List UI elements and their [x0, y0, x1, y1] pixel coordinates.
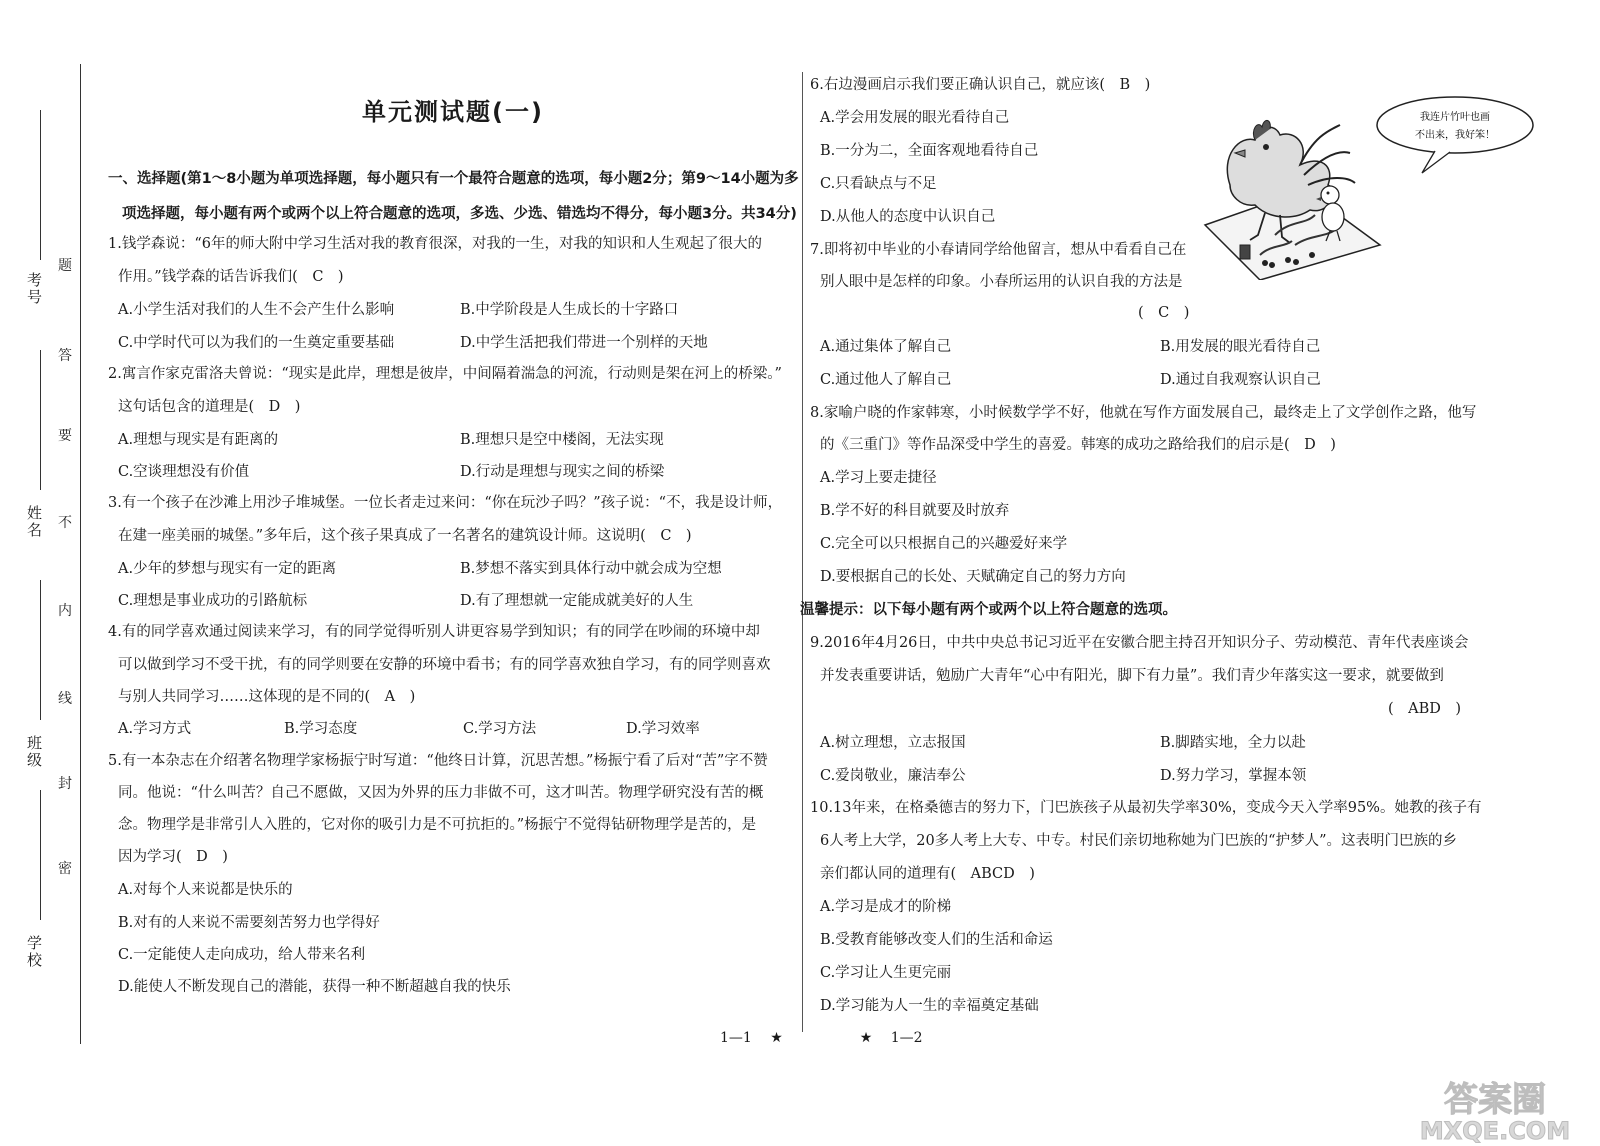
- question-3-option-c: C.理想是事业成功的引路航标: [118, 593, 308, 609]
- bubble-line1: 我连片竹叶也画: [1420, 112, 1490, 123]
- question-2-line2: 这句话包含的道理是( D ): [118, 399, 301, 415]
- question-4-option-d: D.学习效率: [626, 721, 700, 737]
- seal-char: 题: [58, 258, 72, 274]
- ink-bottle: [1240, 245, 1250, 259]
- watermark-logo: [1395, 1075, 1595, 1145]
- question-10-option-c: C.学习让人生更完丽: [820, 965, 952, 981]
- binding-margin: [0, 0, 84, 1146]
- question-7-line1: 7.即将初中毕业的小春请同学给他留言，想从中看看自己在: [810, 242, 1187, 258]
- seal-char: 线: [58, 691, 72, 707]
- seal-char: 要: [58, 428, 72, 444]
- question-2-option-d: D.行动是理想与现实之间的桥梁: [460, 464, 665, 480]
- star-icon: ★: [859, 1030, 873, 1046]
- question-5-line4: 因为学习( D ): [118, 849, 228, 865]
- question-7-option-c: C.通过他人了解自己: [820, 372, 952, 388]
- question-8-option-b: B.学不好的科目就要及时放弃: [820, 503, 1010, 519]
- seal-char: 密: [58, 861, 72, 877]
- question-8-option-d: D.要根据自己的长处、天赋确定自己的努力方向: [820, 569, 1126, 585]
- question-6-option-a: A.学会用发展的眼光看待自己: [820, 110, 1010, 126]
- watermark-text-url: MXQE.COM: [1419, 1117, 1571, 1145]
- question-5-option-a: A.对每个人来说都是快乐的: [118, 882, 293, 898]
- label-exam-number: 考号: [25, 272, 43, 306]
- question-7-option-b: B.用发展的眼光看待自己: [1160, 339, 1321, 355]
- question-4-line1: 4.有的同学喜欢通过阅读来学习，有的同学觉得听别人讲更容易学到知识；有的同学在吵闹的环境中却: [108, 624, 760, 640]
- question-9-option-a: A.树立理想，立志报国: [820, 735, 966, 751]
- question-4-line3: 与别人共同学习……这体现的是不同的( A ): [118, 689, 416, 705]
- question-1-option-b: B.中学阶段是人生成长的十字路口: [460, 302, 679, 318]
- class-underline: [40, 580, 41, 720]
- question-9-option-d: D.努力学习，掌握本领: [1160, 768, 1307, 784]
- school-underline: [40, 790, 41, 920]
- question-5-line2: 同。他说：“什么叫苦？自己不愿做，又因为外界的压力非做不可，这才叫苦。物理学研究没有苦的概: [118, 785, 764, 801]
- page-number-right: 1—2: [890, 1030, 923, 1046]
- question-1-option-a: A.小学生活对我们的人生不会产生什么影响: [118, 302, 395, 318]
- question-10-line2: 6人考上大学，20多人考上大专、中专。村民们亲切地称她为门巴族的“护梦人”。这表明门巴族的乡: [820, 833, 1457, 849]
- question-1-option-d: D.中学生活把我们带进一个别样的天地: [460, 335, 708, 351]
- question-3-line1: 3.有一个孩子在沙滩上用沙子堆城堡。一位长者走过来问：“你在玩沙子吗？”孩子说：“不，我是设计师，: [108, 495, 783, 511]
- question-1-line2: 作用。”钱学森的话告诉我们( C ): [118, 269, 344, 285]
- question-5-option-b: B.对有的人来说不需要刻苦努力也学得好: [118, 915, 380, 931]
- page-number-left: 1—1: [720, 1030, 752, 1046]
- question-8-option-a: A.学习上要走捷径: [820, 470, 937, 486]
- question-8-option-c: C.完全可以只根据自己的兴趣爱好来学: [820, 536, 1068, 552]
- question-6-option-b: B.一分为二，全面客观地看待自己: [820, 143, 1039, 159]
- section-instructions-line2: 项选择题，每小题有两个或两个以上符合题意的选项，多选、少选、错选均不得分，每小题3分。共34分): [122, 206, 797, 222]
- column-divider: [802, 72, 803, 1032]
- page-footer: [720, 1030, 923, 1046]
- question-5-option-c: C.一定能使人走向成功，给人带来名利: [118, 947, 366, 963]
- label-class: 班级: [25, 735, 43, 769]
- question-4-option-c: C.学习方法: [463, 721, 537, 737]
- question-5-line1: 5.有一本杂志在介绍著名物理学家杨振宁时写道：“他终日计算，沉思苦想。”杨振宁看了后对“苦”字不赞: [108, 753, 768, 769]
- question-8-line2: 的《三重门》等作品深受中学生的喜爱。韩寒的成功之路给我们的启示是( D ): [820, 437, 1336, 453]
- question-2-line1: 2.寓言作家克雷洛夫曾说：“现实是此岸，理想是彼岸，中间隔着湍急的河流，行动则是架在河上的桥梁。”: [108, 366, 782, 382]
- question-10-option-d: D.学习能为人一生的幸福奠定基础: [820, 998, 1039, 1014]
- question-1-option-c: C.中学时代可以为我们的一生奠定重要基础: [118, 335, 395, 351]
- question-10-line3: 亲们都认同的道理有( ABCD ): [820, 866, 1035, 882]
- question-8-line1: 8.家喻户晓的作家韩寒，小时候数学学不好，他就在写作方面发展自己，最终走上了文学创作之路，他写: [810, 405, 1477, 421]
- speech-bubble: [1377, 97, 1533, 153]
- question-5-line3: 念。物理学是非常引人入胜的，它对你的吸引力是不可抗拒的。”杨振宁不觉得钻研物理学是苦的，是: [118, 817, 757, 833]
- question-7-answer: ( C ): [1138, 305, 1190, 321]
- question-1-line1: 1.钱学森说：“6年的师大附中学习生活对我的教育很深，对我的一生，对我的知识和人生观起了很大的: [108, 236, 762, 252]
- question-3-option-d: D.有了理想就一定能成就美好的人生: [460, 593, 694, 609]
- question-5-option-d: D.能使人不断发现自己的潜能，获得一种不断超越自我的快乐: [118, 979, 511, 995]
- question-3-line2: 在建一座美丽的城堡。”多年后，这个孩子果真成了一名著名的建筑设计师。这说明( C ): [118, 528, 692, 544]
- exam-number-underline: [40, 110, 41, 260]
- question-10-option-a: A.学习是成才的阶梯: [820, 899, 952, 915]
- question-3-option-a: A.少年的梦想与现实有一定的距离: [118, 561, 337, 577]
- question-9-answer: ( ABD ): [1388, 701, 1462, 717]
- question-6-option-c: C.只看缺点与不足: [820, 176, 937, 192]
- page-title: 单元测试题(一): [362, 98, 544, 126]
- question-4-line2: 可以做到学习不受干扰，有的同学则要在安静的环境中看书；有的同学喜欢独自学习，有的同学则喜欢: [118, 657, 771, 673]
- question-6-stem: 6.右边漫画启示我们要正确认识自己，就应该( B ): [810, 77, 1151, 93]
- name-underline: [40, 350, 41, 490]
- star-icon: ★: [770, 1030, 783, 1046]
- seal-char: 内: [58, 603, 72, 619]
- question-9-line1: 9.2016年4月26日，中共中央总书记习近平在安徽合肥主持召开知识分子、劳动模范、青年代表座谈会: [810, 635, 1469, 651]
- question-7-option-a: A.通过集体了解自己: [820, 339, 952, 355]
- question-10-line1: 10.13年来，在格桑德吉的努力下，门巴族孩子从最初失学率30%，变成今天入学率95%。她教的孩子有: [810, 800, 1482, 816]
- watermark-text-main: 答案圈: [1444, 1080, 1546, 1120]
- question-2-option-a: A.理想与现实是有距离的: [118, 432, 279, 448]
- question-4-option-b: B.学习态度: [284, 721, 358, 737]
- question-3-option-b: B.梦想不落实到具体行动中就会成为空想: [460, 561, 722, 577]
- question-2-option-b: B.理想只是空中楼阁，无法实现: [460, 432, 664, 448]
- cartoon-illustration: [1200, 95, 1540, 280]
- seal-char: 答: [58, 348, 72, 364]
- question-2-option-c: C.空谈理想没有价值: [118, 464, 250, 480]
- binding-line: [80, 64, 81, 1044]
- seal-char: 封: [58, 776, 72, 792]
- label-name: 姓名: [25, 505, 43, 539]
- question-4-option-a: A.学习方式: [118, 721, 192, 737]
- section-instructions-line1: 一、选择题(第1～8小题为单项选择题，每小题只有一个最符合题意的选项，每小题2分；第9～14小题为多: [108, 171, 799, 187]
- question-7-line2: 别人眼中是怎样的印象。小春所运用的认识自我的方法是: [820, 274, 1183, 290]
- question-9-line2: 并发表重要讲话，勉励广大青年“心中有阳光，脚下有力量”。我们青少年落实这一要求，就要做到: [820, 668, 1444, 684]
- label-school: 学校: [25, 935, 43, 969]
- question-9-option-b: B.脚踏实地，全力以赴: [1160, 735, 1306, 751]
- question-7-option-d: D.通过自我观察认识自己: [1160, 372, 1321, 388]
- tip-text: 温馨提示：以下每小题有两个或两个以上符合题意的选项。: [800, 602, 1177, 618]
- question-9-option-c: C.爱岗敬业，廉洁奉公: [820, 768, 966, 784]
- question-10-option-b: B.受教育能够改变人们的生活和命运: [820, 932, 1053, 948]
- question-6-option-d: D.从他人的态度中认识自己: [820, 209, 996, 225]
- bubble-line2: 不出来，我好笨！: [1415, 130, 1495, 141]
- seal-char: 不: [58, 515, 72, 531]
